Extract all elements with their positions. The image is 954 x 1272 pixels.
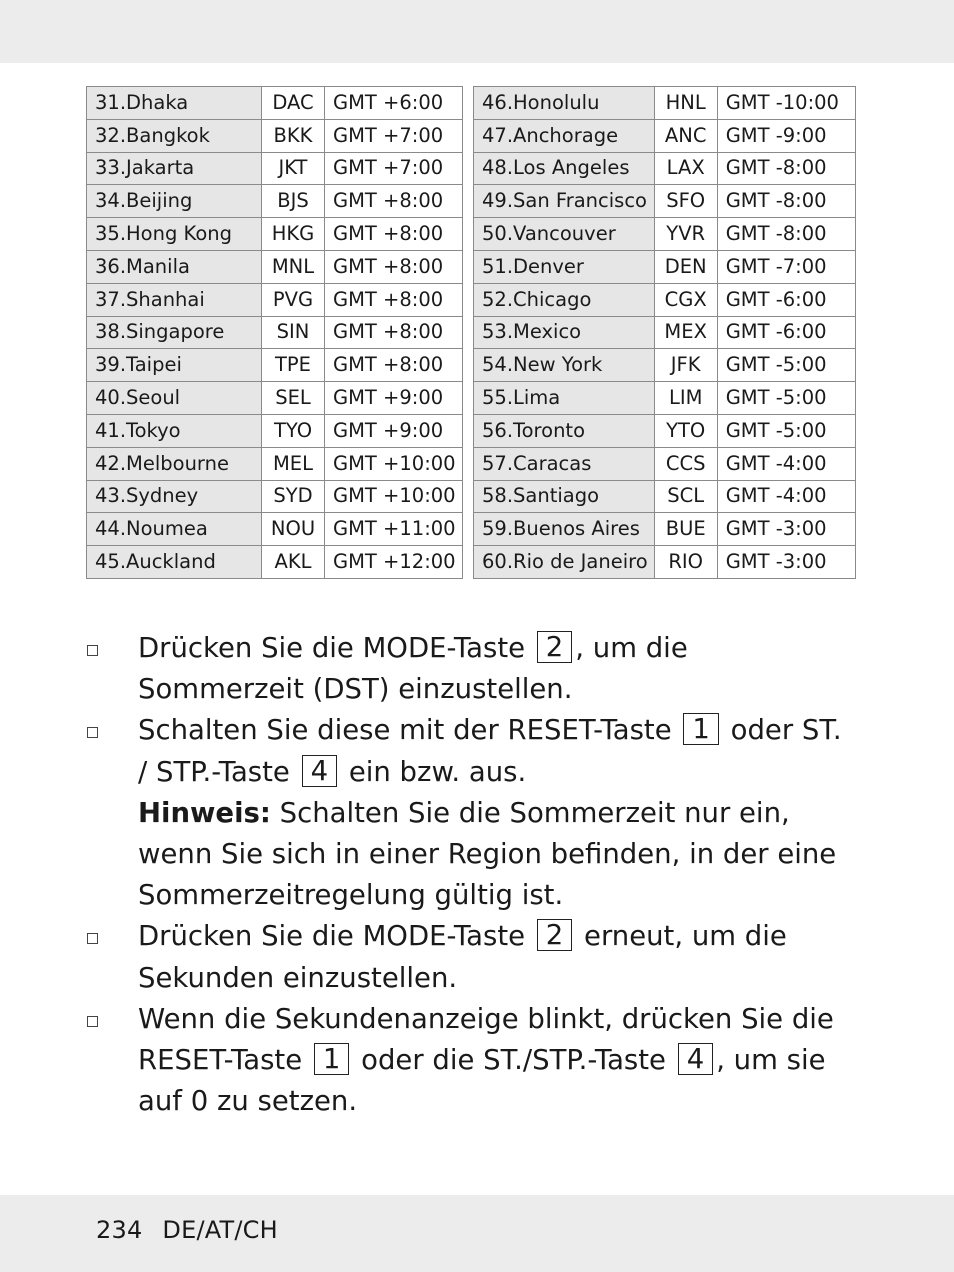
timezone-row bbox=[474, 185, 856, 218]
gmt-offset-cell: GMT +8:00 bbox=[325, 283, 463, 316]
city-cell bbox=[87, 250, 262, 283]
city-name: Santiago bbox=[513, 484, 600, 508]
city-cell bbox=[474, 513, 655, 546]
airport-code-cell: BJS bbox=[262, 185, 325, 218]
instruction-step bbox=[0, 628, 848, 710]
gmt-offset-cell: GMT -6:00 bbox=[717, 283, 855, 316]
gmt-offset-cell: GMT +12:00 bbox=[325, 546, 463, 579]
airport-code-cell: MNL bbox=[262, 250, 325, 283]
step-text: , um die Sommerzeit (DST) einzustellen. bbox=[138, 632, 688, 706]
city-cell bbox=[87, 513, 262, 546]
city-cell bbox=[474, 283, 655, 316]
timezone-row bbox=[87, 250, 463, 283]
gmt-offset-cell: GMT -8:00 bbox=[717, 218, 855, 251]
checkbox-bullet-icon bbox=[87, 1016, 98, 1027]
airport-code-cell: DAC bbox=[262, 87, 325, 120]
airport-code-cell: JFK bbox=[654, 349, 717, 382]
city-number: 55. bbox=[482, 386, 514, 410]
city-number: 48. bbox=[482, 156, 514, 180]
city-name: San Francisco bbox=[513, 189, 647, 213]
airport-code-cell: MEX bbox=[654, 316, 717, 349]
airport-code-cell: PVG bbox=[262, 283, 325, 316]
city-name: Toronto bbox=[513, 418, 585, 442]
st-stp-key-label: 4 bbox=[302, 755, 338, 787]
airport-code-cell: SYD bbox=[262, 480, 325, 513]
timezone-row bbox=[474, 250, 856, 283]
city-cell bbox=[87, 480, 262, 513]
timezone-row bbox=[87, 119, 463, 152]
airport-code-cell: SEL bbox=[262, 382, 325, 415]
instruction-step bbox=[0, 999, 848, 1123]
city-number: 57. bbox=[482, 451, 514, 475]
city-name: Rio de Janeiro bbox=[513, 550, 648, 574]
airport-code-cell: NOU bbox=[262, 513, 325, 546]
gmt-offset-cell: GMT +11:00 bbox=[325, 513, 463, 546]
city-number: 45. bbox=[95, 550, 127, 574]
city-cell bbox=[474, 87, 655, 120]
city-number: 37. bbox=[95, 287, 127, 311]
note-label: Hinweis: bbox=[138, 796, 271, 829]
timezone-row bbox=[474, 546, 856, 579]
timezone-row bbox=[474, 119, 856, 152]
city-cell bbox=[87, 382, 262, 415]
city-number: 50. bbox=[482, 222, 514, 246]
city-name: Vancouver bbox=[513, 222, 616, 246]
airport-code-cell: JKT bbox=[262, 152, 325, 185]
city-cell bbox=[474, 414, 655, 447]
city-name: Lima bbox=[513, 386, 561, 410]
gmt-offset-cell: GMT +6:00 bbox=[325, 87, 463, 120]
city-cell bbox=[474, 152, 655, 185]
city-number: 51. bbox=[482, 254, 514, 278]
city-cell bbox=[474, 480, 655, 513]
gmt-offset-cell: GMT -3:00 bbox=[717, 513, 855, 546]
city-name: Manila bbox=[126, 254, 190, 278]
city-number: 43. bbox=[95, 484, 127, 508]
instruction-step bbox=[0, 916, 848, 998]
gmt-offset-cell: GMT -5:00 bbox=[717, 349, 855, 382]
timezone-row bbox=[474, 480, 856, 513]
city-cell bbox=[87, 349, 262, 382]
city-number: 40. bbox=[95, 386, 127, 410]
gmt-offset-cell: GMT -5:00 bbox=[717, 382, 855, 415]
city-number: 38. bbox=[95, 320, 127, 344]
city-cell bbox=[87, 316, 262, 349]
reset-key-label: 1 bbox=[314, 1043, 350, 1075]
gmt-offset-cell: GMT +7:00 bbox=[325, 119, 463, 152]
city-number: 33. bbox=[95, 156, 127, 180]
airport-code-cell: LIM bbox=[654, 382, 717, 415]
city-number: 41. bbox=[95, 418, 127, 442]
city-cell bbox=[474, 250, 655, 283]
step-text: oder ST. / STP.-Taste bbox=[138, 714, 842, 788]
city-number: 46. bbox=[482, 90, 514, 114]
step-text: oder die ST./STP.-Taste bbox=[361, 1044, 666, 1077]
timezone-row bbox=[474, 152, 856, 185]
city-name: Denver bbox=[513, 254, 584, 278]
city-name: Dhaka bbox=[126, 90, 189, 114]
timezone-table-right bbox=[473, 86, 856, 579]
gmt-offset-cell: GMT +10:00 bbox=[325, 480, 463, 513]
city-cell bbox=[474, 316, 655, 349]
airport-code-cell: DEN bbox=[654, 250, 717, 283]
city-name: Jakarta bbox=[126, 156, 195, 180]
gmt-offset-cell: GMT -10:00 bbox=[717, 87, 855, 120]
gmt-offset-cell: GMT -4:00 bbox=[717, 480, 855, 513]
airport-code-cell: HNL bbox=[654, 87, 717, 120]
timezone-row bbox=[474, 218, 856, 251]
city-number: 53. bbox=[482, 320, 514, 344]
city-name: Melbourne bbox=[126, 451, 229, 475]
timezone-row bbox=[474, 513, 856, 546]
gmt-offset-cell: GMT +8:00 bbox=[325, 316, 463, 349]
city-name: New York bbox=[513, 353, 603, 377]
airport-code-cell: CGX bbox=[654, 283, 717, 316]
gmt-offset-cell: GMT -8:00 bbox=[717, 152, 855, 185]
timezone-row bbox=[474, 382, 856, 415]
city-number: 59. bbox=[482, 517, 514, 541]
airport-code-cell: CCS bbox=[654, 447, 717, 480]
airport-code-cell: BKK bbox=[262, 119, 325, 152]
gmt-offset-cell: GMT -7:00 bbox=[717, 250, 855, 283]
airport-code-cell: MEL bbox=[262, 447, 325, 480]
city-cell bbox=[87, 283, 262, 316]
city-name: Sydney bbox=[126, 484, 199, 508]
airport-code-cell: LAX bbox=[654, 152, 717, 185]
checkbox-bullet-icon bbox=[87, 645, 98, 656]
city-cell bbox=[87, 185, 262, 218]
page-footer bbox=[96, 1216, 278, 1244]
city-number: 60. bbox=[482, 550, 514, 574]
note-text: Schalten Sie die Sommerzeit nur ein, wenn Sie sich in einer Region befinden, in der eine Sommerzeitregelung gültig ist. bbox=[138, 796, 837, 912]
step-text: , um sie auf 0 zu setzen. bbox=[138, 1044, 826, 1118]
timezone-row bbox=[474, 87, 856, 120]
city-name: Honolulu bbox=[513, 90, 600, 114]
airport-code-cell: YTO bbox=[654, 414, 717, 447]
gmt-offset-cell: GMT -9:00 bbox=[717, 119, 855, 152]
step-text: erneut, um die Sekunden einzustellen. bbox=[138, 920, 787, 994]
city-name: Noumea bbox=[126, 517, 208, 541]
city-number: 54. bbox=[482, 353, 514, 377]
gmt-offset-cell: GMT +8:00 bbox=[325, 250, 463, 283]
gmt-offset-cell: GMT +9:00 bbox=[325, 382, 463, 415]
instruction-list bbox=[0, 628, 954, 1122]
timezone-row bbox=[474, 349, 856, 382]
city-cell bbox=[474, 447, 655, 480]
city-cell bbox=[87, 218, 262, 251]
timezone-row bbox=[87, 513, 463, 546]
city-cell bbox=[87, 546, 262, 579]
timezone-row bbox=[87, 447, 463, 480]
step-text: Wenn die Sekundenanzeige blinkt, drücken Sie die RESET-Taste bbox=[138, 1002, 834, 1077]
gmt-offset-cell: GMT -6:00 bbox=[717, 316, 855, 349]
step-text: ein bzw. aus. bbox=[348, 755, 527, 788]
city-number: 56. bbox=[482, 418, 514, 442]
city-number: 44. bbox=[95, 517, 127, 541]
timezone-row bbox=[87, 349, 463, 382]
city-name: Tokyo bbox=[126, 418, 181, 442]
mode-key-label: 2 bbox=[537, 631, 573, 663]
timezone-row bbox=[474, 414, 856, 447]
city-cell bbox=[474, 218, 655, 251]
city-number: 47. bbox=[482, 123, 514, 147]
city-cell bbox=[87, 87, 262, 120]
city-number: 39. bbox=[95, 353, 127, 377]
mode-key-label: 2 bbox=[537, 919, 573, 951]
city-number: 42. bbox=[95, 451, 127, 475]
airport-code-cell: TYO bbox=[262, 414, 325, 447]
instruction-step bbox=[0, 710, 848, 916]
city-name: Chicago bbox=[513, 287, 592, 311]
airport-code-cell: BUE bbox=[654, 513, 717, 546]
city-number: 49. bbox=[482, 189, 514, 213]
city-cell bbox=[474, 349, 655, 382]
city-number: 58. bbox=[482, 484, 514, 508]
timezone-row bbox=[87, 87, 463, 120]
city-cell bbox=[474, 185, 655, 218]
airport-code-cell: SCL bbox=[654, 480, 717, 513]
timezone-row bbox=[87, 185, 463, 218]
gmt-offset-cell: GMT +7:00 bbox=[325, 152, 463, 185]
city-name: Buenos Aires bbox=[513, 517, 640, 541]
city-cell bbox=[474, 546, 655, 579]
city-number: 35. bbox=[95, 222, 127, 246]
city-cell bbox=[474, 119, 655, 152]
city-name: Auckland bbox=[126, 550, 216, 574]
city-number: 34. bbox=[95, 189, 127, 213]
timezone-row bbox=[87, 480, 463, 513]
gmt-offset-cell: GMT +10:00 bbox=[325, 447, 463, 480]
timezone-row bbox=[474, 316, 856, 349]
city-name: Bangkok bbox=[126, 123, 210, 147]
city-number: 31. bbox=[95, 90, 127, 114]
city-number: 36. bbox=[95, 254, 127, 278]
city-name: Mexico bbox=[513, 320, 582, 344]
city-number: 32. bbox=[95, 123, 127, 147]
timezone-row bbox=[87, 152, 463, 185]
timezone-table-left bbox=[86, 86, 463, 579]
airport-code-cell: AKL bbox=[262, 546, 325, 579]
city-cell bbox=[87, 152, 262, 185]
gmt-offset-cell: GMT +8:00 bbox=[325, 349, 463, 382]
reset-key-label: 1 bbox=[683, 713, 719, 745]
page-number: 234 bbox=[96, 1216, 143, 1244]
timezone-row bbox=[474, 447, 856, 480]
city-name: Beijing bbox=[126, 189, 193, 213]
checkbox-bullet-icon bbox=[87, 933, 98, 944]
step-text: Drücken Sie die MODE-Taste bbox=[138, 632, 526, 664]
city-number: 52. bbox=[482, 287, 514, 311]
timezone-row bbox=[87, 382, 463, 415]
gmt-offset-cell: GMT +8:00 bbox=[325, 218, 463, 251]
timezone-row bbox=[474, 283, 856, 316]
city-cell bbox=[87, 414, 262, 447]
city-cell bbox=[87, 447, 262, 480]
airport-code-cell: YVR bbox=[654, 218, 717, 251]
gmt-offset-cell: GMT +9:00 bbox=[325, 414, 463, 447]
city-cell bbox=[87, 119, 262, 152]
timezone-row bbox=[87, 316, 463, 349]
timezone-row bbox=[87, 218, 463, 251]
timezone-row bbox=[87, 546, 463, 579]
city-name: Hong Kong bbox=[126, 222, 233, 246]
checkbox-bullet-icon bbox=[87, 727, 98, 738]
airport-code-cell: SFO bbox=[654, 185, 717, 218]
airport-code-cell: ANC bbox=[654, 119, 717, 152]
timezone-row bbox=[87, 414, 463, 447]
airport-code-cell: RIO bbox=[654, 546, 717, 579]
airport-code-cell: HKG bbox=[262, 218, 325, 251]
city-name: Los Angeles bbox=[513, 156, 630, 180]
gmt-offset-cell: GMT -8:00 bbox=[717, 185, 855, 218]
gmt-offset-cell: GMT -4:00 bbox=[717, 447, 855, 480]
gmt-offset-cell: GMT -5:00 bbox=[717, 414, 855, 447]
city-name: Seoul bbox=[126, 386, 181, 410]
st-stp-key-label: 4 bbox=[678, 1043, 714, 1075]
step-text: Drücken Sie die MODE-Taste bbox=[138, 920, 526, 953]
city-name: Anchorage bbox=[513, 123, 619, 147]
city-name: Shanhai bbox=[126, 287, 205, 311]
city-name: Taipei bbox=[126, 353, 182, 377]
airport-code-cell: TPE bbox=[262, 349, 325, 382]
step-text: Schalten Sie diese mit der RESET-Taste bbox=[138, 714, 672, 747]
airport-code-cell: SIN bbox=[262, 316, 325, 349]
gmt-offset-cell: GMT -3:00 bbox=[717, 546, 855, 579]
region-label: DE/AT/CH bbox=[162, 1216, 278, 1244]
gmt-offset-cell: GMT +8:00 bbox=[325, 185, 463, 218]
header-band bbox=[0, 0, 954, 63]
city-name: Caracas bbox=[513, 451, 592, 475]
city-name: Singapore bbox=[126, 320, 225, 344]
city-cell bbox=[474, 382, 655, 415]
timezone-row bbox=[87, 283, 463, 316]
